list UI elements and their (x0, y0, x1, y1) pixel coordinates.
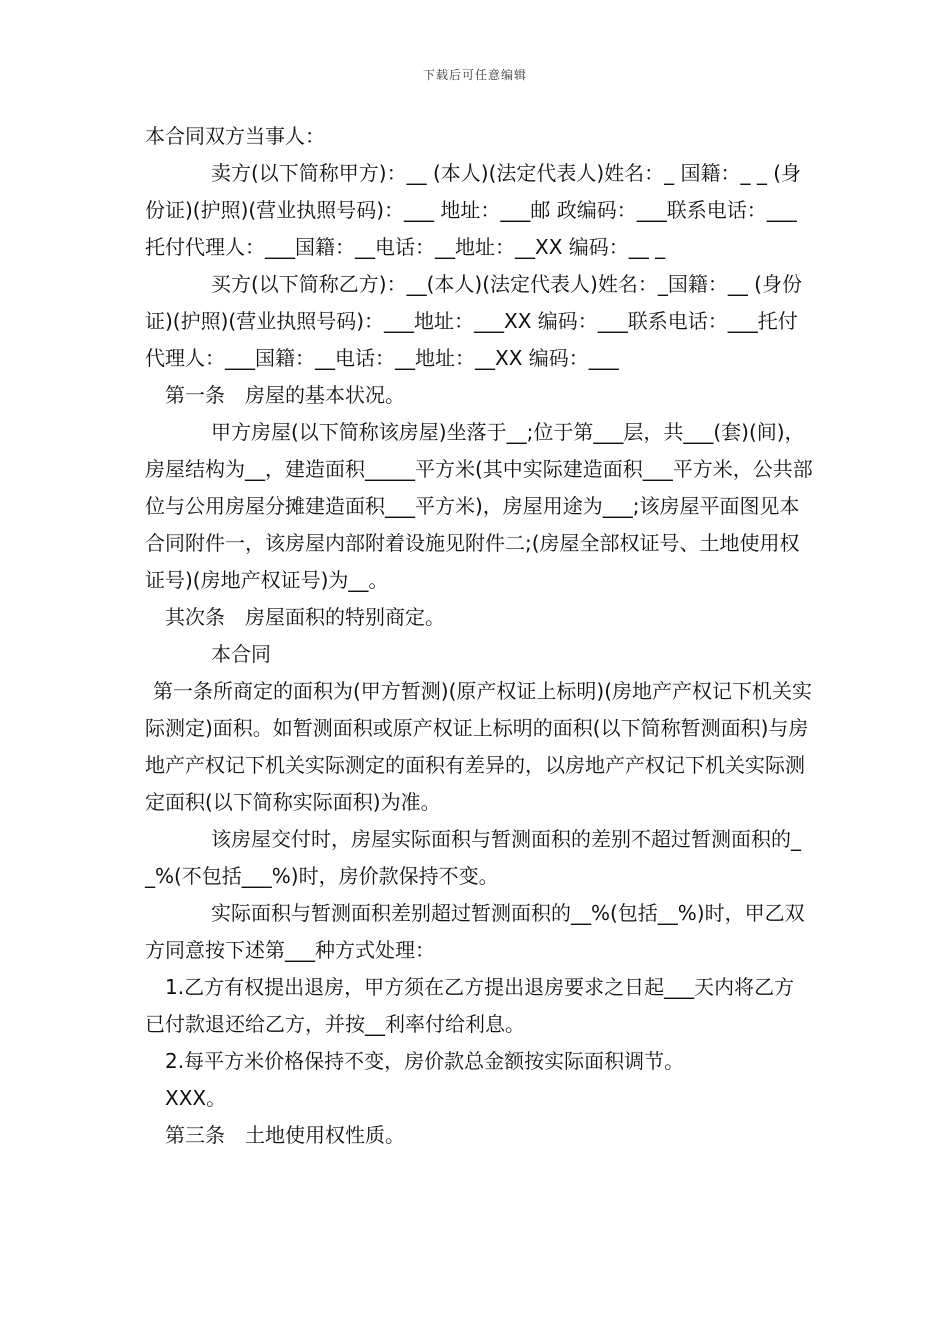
article-3-heading: 第三条 土地使用权性质。 (165, 1123, 405, 1147)
parties-intro: 本合同双方当事人： (145, 124, 325, 148)
xxx-line: XXX。 (165, 1086, 227, 1110)
article-1-heading: 第一条 房屋的基本状况。 (165, 383, 405, 407)
article-2-heading: 其次条 房屋面积的特别商定。 (165, 605, 445, 629)
area-difference-within: 该房屋交付时，房屋实际面积与暂测面积的差别不超过暂测面积的__%(不包括___%)时，房价款保持不变。 (145, 827, 801, 888)
area-difference-beyond: 实际面积与暂测面积差别超过暂测面积的__%(包括__%)时，甲乙双方同意按下述第___种方式处理： (145, 901, 805, 962)
seller-clause: 卖方(以下简称甲方)：__ (本人)(法定代表人)姓名：_ 国籍：_ _ (身份证)(护照)(营业执照号码)：___ 地址：___邮 政编码：___联系电话：___托付代理人：___国籍：__电话：__地址：__XX 编码：__ _ (145, 161, 802, 259)
buyer-clause: 买方(以下简称乙方)：__(本人)(法定代表人)姓名：_国籍：__ (身份证)(护照)(营业执照号码)：___地址：___XX 编码：___联系电话：___托付代理人：___国籍：__电话：__地址：__XX 编码：___ (145, 272, 802, 370)
page-header-note: 下载后可任意编辑 (422, 68, 527, 82)
option-2: 2.每平方米价格保持不变，房价款总金额按实际面积调节。 (165, 1049, 685, 1073)
article-1-body: 甲方房屋(以下简称该房屋)坐落于__;位于第___层，共___(套)(间)，房屋结构为__，建造面积_____平方米(其中实际建造面积___平方米，公共部位与公用房屋分摊建造面积___平方米)，房屋用途为___;该房屋平面图见本合同附件一，该房屋内部附着设施见附件二;(房屋全部权证号、土地使用权证号)(房地产权证号)为__。 (145, 420, 813, 592)
area-agreement-body: 第一条所商定的面积为(甲方暂测)(原产权证上标明)(房地产产权记下机关实际测定)面积。如暂测面积或原产权证上标明的面积(以下简称暂测面积)与房地产产权记下机关实际测定的面积有差异的，以房地产产权记下机关实际测定面积(以下简称实际面积)为准。 (145, 679, 813, 814)
document-body (145, 118, 813, 1154)
option-1: 1.乙方有权提出退房，甲方须在乙方提出退房要求之日起___天内将乙方已付款退还给乙方，并按__利率付给利息。 (145, 975, 795, 1036)
contract-label: 本合同 (211, 642, 271, 666)
